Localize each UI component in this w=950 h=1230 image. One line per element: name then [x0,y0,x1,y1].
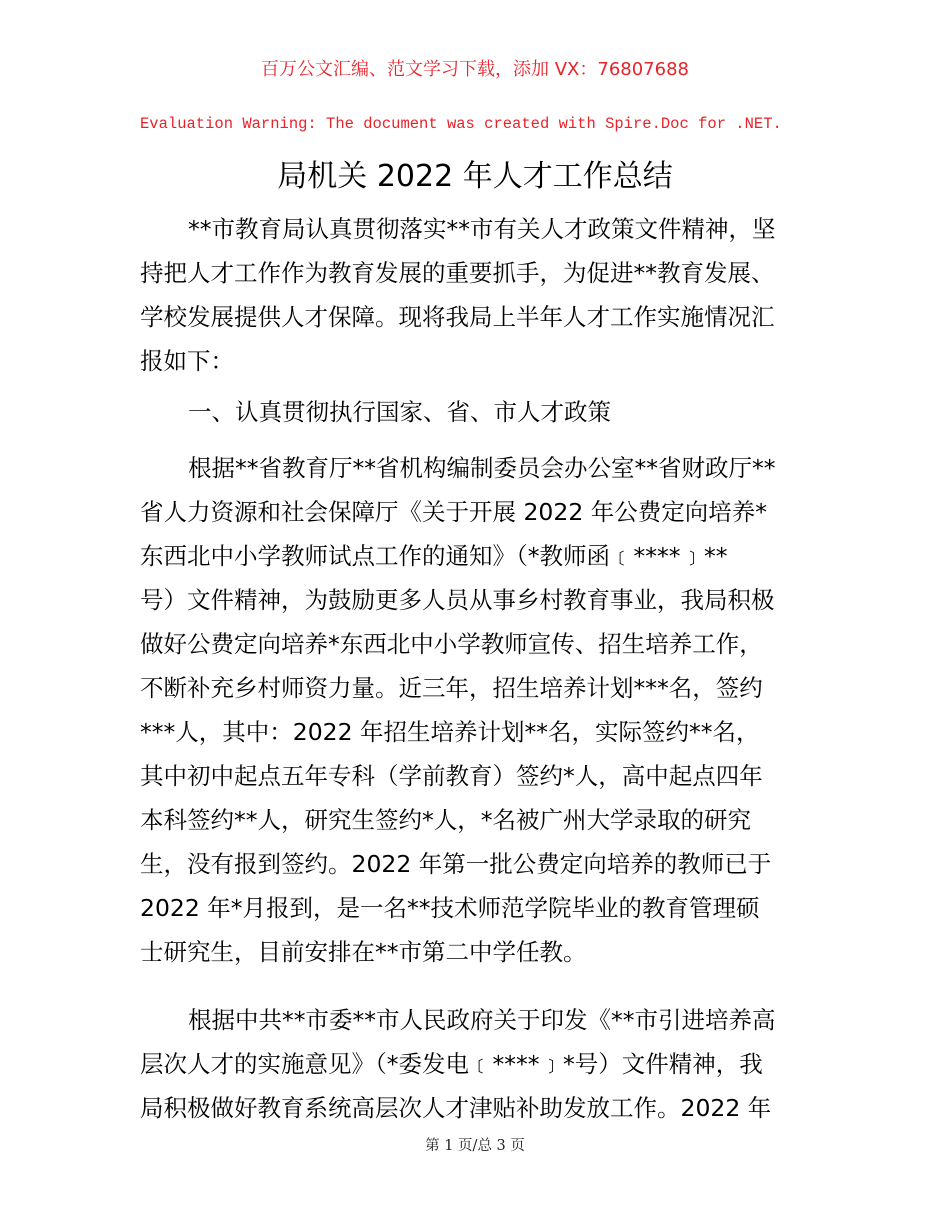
body-text-line: 不断补充乡村师资力量。近三年，招生培养计划***名，签约 [140,674,763,702]
body-text-line: 根据中共**市委**市人民政府关于印发《**市引进培养高 [188,1006,776,1034]
body-text-line: 士研究生，目前安排在**市第二中学任教。 [140,938,587,966]
body-text-line: ***人，其中：2022 年招生培养计划**名，实际签约**名， [140,718,760,746]
body-text-line: 东西北中小学教师试点工作的通知》（*教师函﹝****﹞** [140,542,728,570]
body-text-line: 2022 年*月报到，是一名**技术师范学院毕业的教育管理硕 [140,894,760,922]
body-text-line: 层次人才的实施意见》（*委发电﹝****﹞*号）文件精神，我 [140,1050,763,1078]
body-text-line: 持把人才工作作为教育发展的重要抓手，为促进**教育发展、 [140,259,775,287]
body-text-line: 省人力资源和社会保障厅《关于开展 2022 年公费定向培养* [140,498,767,526]
body-text-line: 其中初中起点五年专科（学前教育）签约*人，高中起点四年 [140,762,763,790]
body-text-line: 本科签约**人，研究生签约*人，*名被广州大学录取的研究 [140,806,751,834]
body-text-line: 局积极做好教育系统高层次人才津贴补助发放工作。2022 年 [140,1094,772,1122]
promo-banner: 百万公文汇编、范文学习下载，添加 VX：76807688 [261,59,689,80]
document-title: 局机关 2022 年人才工作总结 [277,159,673,194]
body-text-line: 生，没有报到签约。2022 年第一批公费定向培养的教师已于 [140,850,772,878]
page-indicator: 第 1 页/总 3 页 [425,1138,525,1154]
body-text-line: 根据**省教育厅**省机构编制委员会办公室**省财政厅** [188,454,776,482]
body-text-line: 报如下： [140,347,234,375]
evaluation-warning: Evaluation Warning: The document was created with Spire.Doc for .NET. [140,115,782,133]
body-text-line: 学校发展提供人才保障。现将我局上半年人才工作实施情况汇 [140,303,775,331]
body-text-line: 号）文件精神，为鼓励更多人员从事乡村教育事业，我局积极 [140,586,775,614]
body-text-line: 做好公费定向培养*东西北中小学教师宣传、招生培养工作， [140,630,763,658]
body-text-line: 一、认真贯彻执行国家、省、市人才政策 [188,398,611,426]
body-text-line: **市教育局认真贯彻落实**市有关人才政策文件精神，坚 [188,215,776,243]
